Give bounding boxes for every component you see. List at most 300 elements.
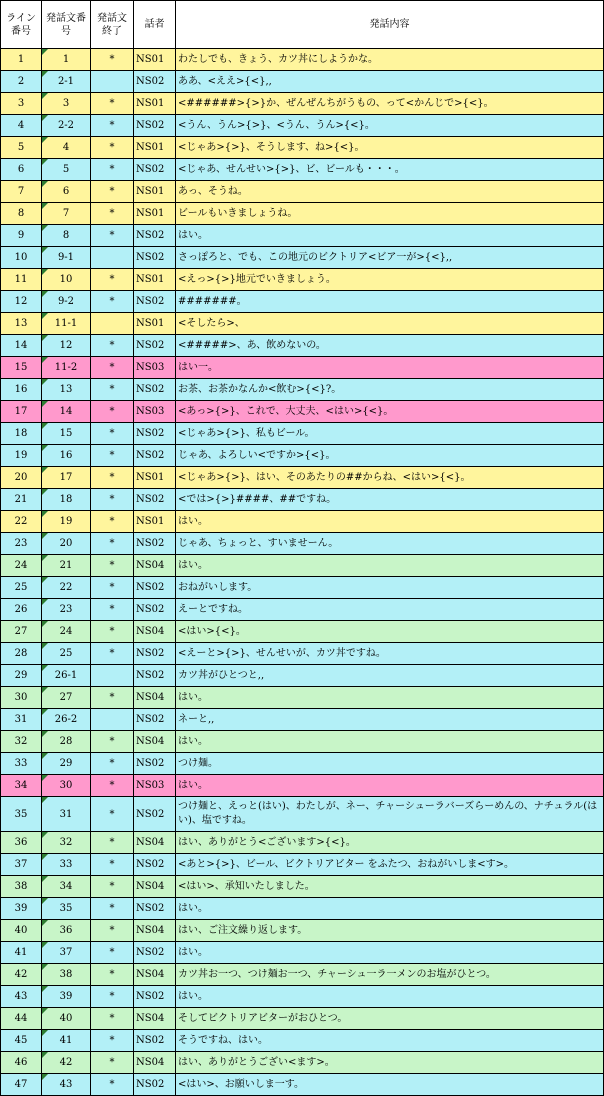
utterance-number-cell bbox=[42, 533, 91, 555]
line-number-cell: 13 bbox=[1, 313, 42, 335]
utterance-number-text: 11-1 bbox=[54, 318, 78, 329]
speaker-cell: NS04 bbox=[134, 621, 176, 643]
table-row bbox=[1, 489, 604, 511]
table-row bbox=[1, 621, 604, 643]
utterance-end-cell: * bbox=[91, 203, 134, 225]
utterance-number-text: 12 bbox=[59, 340, 73, 351]
speaker-cell: NS04 bbox=[134, 920, 176, 942]
table-row bbox=[1, 445, 604, 467]
utterance-content-cell: はい。 bbox=[176, 731, 604, 753]
utterance-number-text: 40 bbox=[59, 1013, 73, 1024]
speaker-cell: NS02 bbox=[134, 335, 176, 357]
line-number-cell: 38 bbox=[1, 876, 42, 898]
utterance-end-cell: * bbox=[91, 423, 134, 445]
speaker-cell: NS01 bbox=[134, 203, 176, 225]
line-number-cell: 40 bbox=[1, 920, 42, 942]
utterance-number-text: 21 bbox=[59, 560, 73, 571]
table-row bbox=[1, 225, 604, 247]
utterance-end-cell: * bbox=[91, 599, 134, 621]
utterance-end-cell: * bbox=[91, 181, 134, 203]
utterance-content-cell: <では>{>}####、##ですね。 bbox=[176, 489, 604, 511]
utterance-end-cell: * bbox=[91, 643, 134, 665]
cell-comment-marker-icon bbox=[42, 181, 48, 187]
cell-comment-marker-icon bbox=[42, 445, 48, 451]
utterance-content-cell: <えーと>{>}、せんせいが、カツ丼ですね。 bbox=[176, 643, 604, 665]
utterance-content-cell: <はい>{<}。 bbox=[176, 621, 604, 643]
speaker-cell: NS02 bbox=[134, 709, 176, 731]
cell-comment-marker-icon bbox=[42, 555, 48, 561]
utterance-number-cell bbox=[42, 93, 91, 115]
cell-comment-marker-icon bbox=[42, 797, 48, 803]
cell-comment-marker-icon bbox=[42, 599, 48, 605]
table-row bbox=[1, 313, 604, 335]
speaker-cell: NS04 bbox=[134, 555, 176, 577]
utterance-number-cell bbox=[42, 621, 91, 643]
utterance-content-cell: <じゃあ>{>}、私もビール。 bbox=[176, 423, 604, 445]
utterance-number-text: 18 bbox=[59, 494, 73, 505]
utterance-number-text: 5 bbox=[62, 164, 70, 175]
speaker-cell: NS01 bbox=[134, 137, 176, 159]
speaker-cell: NS04 bbox=[134, 832, 176, 854]
table-row bbox=[1, 986, 604, 1008]
utterance-number-cell bbox=[42, 291, 91, 313]
utterance-number-text: 9-1 bbox=[57, 252, 75, 263]
table-row bbox=[1, 159, 604, 181]
cell-comment-marker-icon bbox=[42, 467, 48, 473]
utterance-content-cell: カツ丼がひとつと,, bbox=[176, 665, 604, 687]
line-number-cell: 15 bbox=[1, 357, 42, 379]
speaker-cell: NS01 bbox=[134, 93, 176, 115]
table-row bbox=[1, 898, 604, 920]
utterance-number-text: 20 bbox=[59, 538, 73, 549]
cell-comment-marker-icon bbox=[42, 854, 48, 860]
utterance-number-cell bbox=[42, 335, 91, 357]
utterance-number-text: 8 bbox=[62, 230, 70, 241]
line-number-cell: 36 bbox=[1, 832, 42, 854]
utterance-number-cell bbox=[42, 445, 91, 467]
cell-comment-marker-icon bbox=[42, 489, 48, 495]
utterance-content-cell: <じゃあ、せんせい>{>}、ビ、ビールも・・・。 bbox=[176, 159, 604, 181]
line-number-cell: 25 bbox=[1, 577, 42, 599]
cell-comment-marker-icon bbox=[42, 643, 48, 649]
cell-comment-marker-icon bbox=[42, 621, 48, 627]
table-row bbox=[1, 920, 604, 942]
table-row bbox=[1, 269, 604, 291]
utterance-end-cell bbox=[91, 709, 134, 731]
utterance-number-cell bbox=[42, 225, 91, 247]
cell-comment-marker-icon bbox=[42, 876, 48, 882]
line-number-cell: 41 bbox=[1, 942, 42, 964]
utterance-number-cell bbox=[42, 555, 91, 577]
utterance-content-cell: はい、ありがとうござい<ます>。 bbox=[176, 1052, 604, 1074]
table-row bbox=[1, 203, 604, 225]
utterance-number-text: 6 bbox=[62, 186, 70, 197]
speaker-cell: NS02 bbox=[134, 797, 176, 832]
utterance-content-cell: はい。 bbox=[176, 898, 604, 920]
utterance-end-cell: * bbox=[91, 854, 134, 876]
utterance-content-cell: はい一。 bbox=[176, 357, 604, 379]
speaker-cell: NS01 bbox=[134, 511, 176, 533]
transcript-body bbox=[1, 49, 604, 1096]
cell-comment-marker-icon bbox=[42, 247, 48, 253]
utterance-number-cell bbox=[42, 159, 91, 181]
speaker-cell: NS01 bbox=[134, 269, 176, 291]
utterance-content-cell: <うん、うん>{>}、<うん、うん>{<}。 bbox=[176, 115, 604, 137]
utterance-end-cell: * bbox=[91, 335, 134, 357]
utterance-number-cell bbox=[42, 1030, 91, 1052]
utterance-number-text: 31 bbox=[59, 808, 73, 820]
table-row bbox=[1, 687, 604, 709]
utterance-content-cell: えーとですね。 bbox=[176, 599, 604, 621]
utterance-number-cell bbox=[42, 115, 91, 137]
utterance-content-cell: そうですね、はい。 bbox=[176, 1030, 604, 1052]
line-number-cell: 26 bbox=[1, 599, 42, 621]
utterance-end-cell: * bbox=[91, 489, 134, 511]
cell-comment-marker-icon bbox=[42, 379, 48, 385]
line-number-cell: 3 bbox=[1, 93, 42, 115]
utterance-end-cell bbox=[91, 71, 134, 93]
utterance-content-cell: さっぽろと、でも、この地元のビクトリア<ビア一が>{<},, bbox=[176, 247, 604, 269]
utterance-number-cell bbox=[42, 489, 91, 511]
speaker-cell: NS01 bbox=[134, 181, 176, 203]
table-row bbox=[1, 876, 604, 898]
line-number-cell: 12 bbox=[1, 291, 42, 313]
line-number-cell: 22 bbox=[1, 511, 42, 533]
line-number-cell: 30 bbox=[1, 687, 42, 709]
utterance-content-cell: #######。 bbox=[176, 291, 604, 313]
utterance-content-cell: つけ麺と、えっと(はい)、わたしが、ネー、チャーシューラバーズらーめんの、ナチュラル(はい)、塩ですね。 bbox=[176, 797, 604, 832]
line-number-cell: 47 bbox=[1, 1074, 42, 1096]
utterance-number-text: 11-2 bbox=[54, 362, 78, 373]
utterance-end-cell: * bbox=[91, 115, 134, 137]
table-row bbox=[1, 775, 604, 797]
speaker-cell: NS02 bbox=[134, 986, 176, 1008]
utterance-content-cell: <えっ>{>}地元でいきましょう。 bbox=[176, 269, 604, 291]
table-row bbox=[1, 942, 604, 964]
utterance-content-cell: ビールもいきましょうね。 bbox=[176, 203, 604, 225]
utterance-number-cell bbox=[42, 467, 91, 489]
line-number-cell: 27 bbox=[1, 621, 42, 643]
line-number-cell: 31 bbox=[1, 709, 42, 731]
line-number-cell: 11 bbox=[1, 269, 42, 291]
table-row bbox=[1, 643, 604, 665]
utterance-number-text: 33 bbox=[59, 859, 73, 870]
cell-comment-marker-icon bbox=[42, 313, 48, 319]
speaker-cell: NS02 bbox=[134, 247, 176, 269]
utterance-end-cell: * bbox=[91, 379, 134, 401]
utterance-end-cell: * bbox=[91, 753, 134, 775]
utterance-number-text: 7 bbox=[62, 208, 70, 219]
cell-comment-marker-icon bbox=[42, 709, 48, 715]
utterance-number-text: 26-1 bbox=[54, 670, 78, 681]
speaker-cell: NS04 bbox=[134, 731, 176, 753]
utterance-number-cell bbox=[42, 577, 91, 599]
line-number-cell: 7 bbox=[1, 181, 42, 203]
cell-comment-marker-icon bbox=[42, 71, 48, 77]
utterance-number-text: 34 bbox=[59, 881, 73, 892]
cell-comment-marker-icon bbox=[42, 533, 48, 539]
line-number-cell: 10 bbox=[1, 247, 42, 269]
speaker-cell: NS03 bbox=[134, 775, 176, 797]
utterance-content-cell: はい。 bbox=[176, 687, 604, 709]
utterance-number-text: 3 bbox=[62, 98, 70, 109]
utterance-number-text: 35 bbox=[59, 903, 73, 914]
utterance-content-cell: はい。 bbox=[176, 986, 604, 1008]
line-number-cell: 8 bbox=[1, 203, 42, 225]
utterance-number-cell bbox=[42, 964, 91, 986]
utterance-number-text: 9-2 bbox=[57, 296, 75, 307]
speaker-cell: NS02 bbox=[134, 942, 176, 964]
utterance-content-cell: はい。 bbox=[176, 225, 604, 247]
utterance-content-cell: ネーと,, bbox=[176, 709, 604, 731]
table-row bbox=[1, 467, 604, 489]
speaker-cell: NS01 bbox=[134, 49, 176, 71]
utterance-number-text: 29 bbox=[59, 758, 73, 769]
table-row bbox=[1, 1052, 604, 1074]
utterance-end-cell: * bbox=[91, 1008, 134, 1030]
speaker-cell: NS02 bbox=[134, 599, 176, 621]
utterance-end-cell: * bbox=[91, 269, 134, 291]
utterance-content-cell: <あっ>{>}、これで、大丈夫、<はい>{<}。 bbox=[176, 401, 604, 423]
utterance-number-cell bbox=[42, 753, 91, 775]
utterance-content-cell: <じゃあ>{>}、はい、そのあたりの##からね、<はい>{<}。 bbox=[176, 467, 604, 489]
cell-comment-marker-icon bbox=[42, 775, 48, 781]
utterance-content-cell: <はい>、承知いたしました。 bbox=[176, 876, 604, 898]
utterance-number-cell bbox=[42, 313, 91, 335]
utterance-content-cell: じゃあ、ちょっと、すいませーん。 bbox=[176, 533, 604, 555]
utterance-number-text: 38 bbox=[59, 969, 73, 980]
utterance-number-text: 19 bbox=[59, 516, 73, 527]
utterance-number-text: 43 bbox=[59, 1079, 73, 1090]
utterance-number-cell bbox=[42, 423, 91, 445]
utterance-content-cell: お茶、お茶かなんか<飲む>{<}?。 bbox=[176, 379, 604, 401]
line-number-cell: 23 bbox=[1, 533, 42, 555]
speaker-cell: NS02 bbox=[134, 1074, 176, 1096]
table-row bbox=[1, 291, 604, 313]
utterance-number-text: 14 bbox=[59, 406, 73, 417]
utterance-end-cell bbox=[91, 665, 134, 687]
table-row bbox=[1, 511, 604, 533]
speaker-cell: NS02 bbox=[134, 577, 176, 599]
utterance-end-cell: * bbox=[91, 555, 134, 577]
utterance-number-text: 17 bbox=[59, 472, 73, 483]
utterance-number-cell bbox=[42, 986, 91, 1008]
utterance-number-cell bbox=[42, 876, 91, 898]
line-number-cell: 16 bbox=[1, 379, 42, 401]
utterance-number-text: 27 bbox=[59, 692, 73, 703]
cell-comment-marker-icon bbox=[42, 115, 48, 121]
utterance-end-cell: * bbox=[91, 876, 134, 898]
cell-comment-marker-icon bbox=[42, 964, 48, 970]
utterance-number-cell bbox=[42, 832, 91, 854]
utterance-content-cell: はい。 bbox=[176, 511, 604, 533]
utterance-end-cell bbox=[91, 313, 134, 335]
cell-comment-marker-icon bbox=[42, 731, 48, 737]
speaker-cell: NS02 bbox=[134, 489, 176, 511]
speaker-cell: NS02 bbox=[134, 445, 176, 467]
speaker-cell: NS04 bbox=[134, 687, 176, 709]
utterance-end-cell: * bbox=[91, 898, 134, 920]
utterance-number-text: 10 bbox=[59, 274, 73, 285]
utterance-number-text: 2-1 bbox=[57, 76, 75, 87]
line-number-cell: 18 bbox=[1, 423, 42, 445]
utterance-content-cell: じゃあ、よろしい<ですか>{<}。 bbox=[176, 445, 604, 467]
utterance-number-text: 2-2 bbox=[57, 120, 75, 131]
cell-comment-marker-icon bbox=[42, 753, 48, 759]
speaker-cell: NS02 bbox=[134, 225, 176, 247]
line-number-cell: 21 bbox=[1, 489, 42, 511]
cell-comment-marker-icon bbox=[42, 1030, 48, 1036]
utterance-number-cell bbox=[42, 854, 91, 876]
table-row bbox=[1, 731, 604, 753]
table-row bbox=[1, 832, 604, 854]
speaker-cell: NS02 bbox=[134, 533, 176, 555]
utterance-number-cell bbox=[42, 797, 91, 832]
utterance-end-cell: * bbox=[91, 687, 134, 709]
table-row bbox=[1, 49, 604, 71]
line-number-cell: 46 bbox=[1, 1052, 42, 1074]
cell-comment-marker-icon bbox=[42, 920, 48, 926]
utterance-number-cell bbox=[42, 49, 91, 71]
cell-comment-marker-icon bbox=[42, 942, 48, 948]
cell-comment-marker-icon bbox=[42, 269, 48, 275]
utterance-number-cell bbox=[42, 1008, 91, 1030]
speaker-cell: NS02 bbox=[134, 1030, 176, 1052]
utterance-number-text: 26-2 bbox=[54, 714, 78, 725]
utterance-end-cell: * bbox=[91, 775, 134, 797]
cell-comment-marker-icon bbox=[42, 1008, 48, 1014]
utterance-number-cell bbox=[42, 643, 91, 665]
cell-comment-marker-icon bbox=[42, 159, 48, 165]
utterance-content-cell: <じゃあ>{>}、そうします、ね>{<}。 bbox=[176, 137, 604, 159]
line-number-cell: 5 bbox=[1, 137, 42, 159]
table-row bbox=[1, 577, 604, 599]
speaker-cell: NS02 bbox=[134, 71, 176, 93]
utterance-content-cell: おねがいします。 bbox=[176, 577, 604, 599]
cell-comment-marker-icon bbox=[42, 49, 48, 55]
utterance-number-cell bbox=[42, 247, 91, 269]
utterance-number-text: 30 bbox=[59, 780, 73, 791]
utterance-number-cell bbox=[42, 665, 91, 687]
utterance-number-cell bbox=[42, 731, 91, 753]
cell-comment-marker-icon bbox=[42, 511, 48, 517]
cell-comment-marker-icon bbox=[42, 986, 48, 992]
speaker-cell: NS02 bbox=[134, 643, 176, 665]
header-row bbox=[1, 1, 604, 49]
line-number-cell: 29 bbox=[1, 665, 42, 687]
cell-comment-marker-icon bbox=[42, 335, 48, 341]
line-number-cell: 45 bbox=[1, 1030, 42, 1052]
speaker-cell: NS01 bbox=[134, 313, 176, 335]
speaker-cell: NS02 bbox=[134, 291, 176, 313]
header-utterance-no: 発話文番号 bbox=[42, 1, 91, 49]
speaker-cell: NS02 bbox=[134, 753, 176, 775]
table-row bbox=[1, 854, 604, 876]
utterance-content-cell: わたしでも、きょう、カツ丼にしようかな。 bbox=[176, 49, 604, 71]
utterance-number-text: 32 bbox=[59, 837, 73, 848]
utterance-end-cell: * bbox=[91, 291, 134, 313]
table-row bbox=[1, 71, 604, 93]
utterance-number-text: 23 bbox=[59, 604, 73, 615]
utterance-number-cell bbox=[42, 898, 91, 920]
speaker-cell: NS02 bbox=[134, 159, 176, 181]
table-row bbox=[1, 423, 604, 445]
utterance-content-cell: はい。 bbox=[176, 942, 604, 964]
utterance-number-text: 1 bbox=[62, 54, 70, 65]
line-number-cell: 17 bbox=[1, 401, 42, 423]
utterance-number-cell bbox=[42, 379, 91, 401]
utterance-end-cell: * bbox=[91, 1074, 134, 1096]
speaker-cell: NS02 bbox=[134, 423, 176, 445]
utterance-end-cell: * bbox=[91, 577, 134, 599]
line-number-cell: 42 bbox=[1, 964, 42, 986]
cell-comment-marker-icon bbox=[42, 1074, 48, 1080]
utterance-number-text: 22 bbox=[59, 582, 73, 593]
line-number-cell: 20 bbox=[1, 467, 42, 489]
cell-comment-marker-icon bbox=[42, 401, 48, 407]
utterance-end-cell bbox=[91, 247, 134, 269]
cell-comment-marker-icon bbox=[42, 687, 48, 693]
table-row bbox=[1, 93, 604, 115]
line-number-cell: 39 bbox=[1, 898, 42, 920]
utterance-end-cell: * bbox=[91, 797, 134, 832]
utterance-number-text: 28 bbox=[59, 736, 73, 747]
utterance-number-cell bbox=[42, 599, 91, 621]
table-row bbox=[1, 665, 604, 687]
utterance-end-cell: * bbox=[91, 920, 134, 942]
table-row bbox=[1, 1030, 604, 1052]
utterance-number-text: 41 bbox=[59, 1035, 73, 1046]
cell-comment-marker-icon bbox=[42, 898, 48, 904]
cell-comment-marker-icon bbox=[42, 665, 48, 671]
utterance-number-text: 15 bbox=[59, 428, 73, 439]
utterance-number-cell bbox=[42, 1052, 91, 1074]
utterance-content-cell: はい、ありがとう<ございます>{<}。 bbox=[176, 832, 604, 854]
utterance-end-cell: * bbox=[91, 137, 134, 159]
utterance-number-text: 37 bbox=[59, 947, 73, 958]
line-number-cell: 6 bbox=[1, 159, 42, 181]
table-row bbox=[1, 555, 604, 577]
utterance-end-cell: * bbox=[91, 731, 134, 753]
cell-comment-marker-icon bbox=[42, 137, 48, 143]
header-utterance-end: 発話文終了 bbox=[91, 1, 134, 49]
speaker-cell: NS02 bbox=[134, 379, 176, 401]
cell-comment-marker-icon bbox=[42, 225, 48, 231]
table-row bbox=[1, 181, 604, 203]
table-row bbox=[1, 401, 604, 423]
utterance-content-cell: <はい>、お願いしま一す。 bbox=[176, 1074, 604, 1096]
utterance-end-cell: * bbox=[91, 357, 134, 379]
utterance-number-cell bbox=[42, 687, 91, 709]
utterance-content-cell: <######>{>}か、ぜんぜんちがうもの、って<かんじで>{<}。 bbox=[176, 93, 604, 115]
utterance-content-cell: はい。 bbox=[176, 775, 604, 797]
utterance-number-cell bbox=[42, 942, 91, 964]
cell-comment-marker-icon bbox=[42, 357, 48, 363]
speaker-cell: NS04 bbox=[134, 1008, 176, 1030]
table-row bbox=[1, 115, 604, 137]
table-row bbox=[1, 335, 604, 357]
utterance-number-cell bbox=[42, 709, 91, 731]
utterance-end-cell: * bbox=[91, 445, 134, 467]
line-number-cell: 9 bbox=[1, 225, 42, 247]
table-row bbox=[1, 1074, 604, 1096]
utterance-end-cell: * bbox=[91, 511, 134, 533]
utterance-number-text: 36 bbox=[59, 925, 73, 936]
utterance-end-cell: * bbox=[91, 964, 134, 986]
cell-comment-marker-icon bbox=[42, 291, 48, 297]
utterance-content-cell: <#####>、あ、飲めないの。 bbox=[176, 335, 604, 357]
speaker-cell: NS02 bbox=[134, 665, 176, 687]
